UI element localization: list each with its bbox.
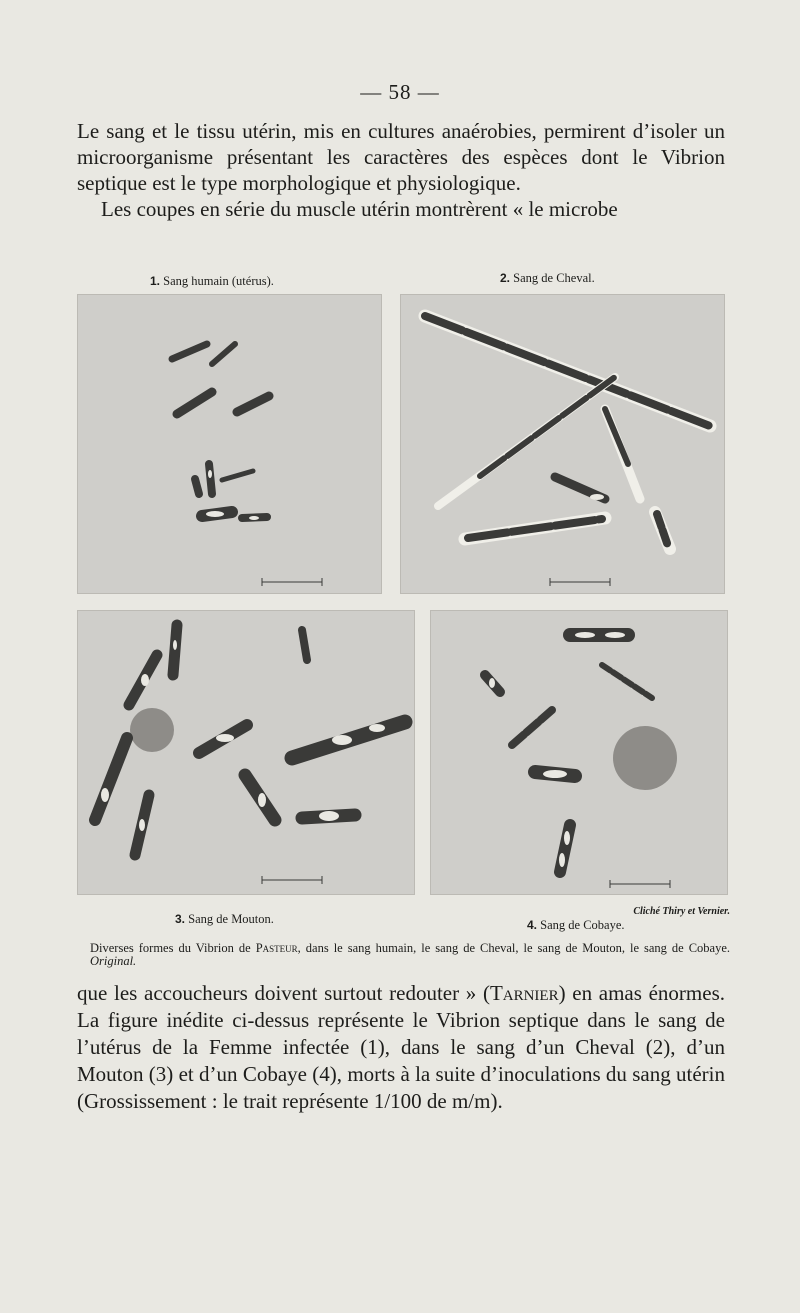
plate-4-label: 4. Sang de Cobaye. (527, 918, 625, 932)
micrograph-panel-2 (400, 294, 725, 594)
page-number: — 58 — (360, 80, 440, 104)
paragraph-2: Les coupes en série du muscle utérin montrèrent « le microbe (101, 197, 618, 221)
photo-credit: Cliché Thiry et Vernier. (633, 906, 730, 917)
micrograph-panel-4 (430, 610, 728, 895)
plate-3-label: 3. Sang de Mouton. (175, 912, 274, 926)
main-paragraph: que les accoucheurs doivent surtout redouter » (Tarnier) en amas énormes. La figure inédite ci-dessus représente le Vibrion septique dans le sang de l’utérus de la Femme infectée (1), dans le sang d’un Cheval (2), d’un Mouton (3) et d’un Cobaye (4), morts à la suite d’inoculations du sang utérin (Grossissement : le trait représente 1/100 de m/m). (77, 981, 725, 1113)
micrograph-panel-3 (77, 610, 415, 895)
paragraph-1: Le sang et le tissu utérin, mis en cultures anaérobies, permirent d’isoler un microorganisme présentant les caractères des espèces dont le Vibrion septique est le type morphologique et physiologique. (77, 119, 725, 195)
caption-author-name: Pasteur (255, 941, 298, 955)
intro-paragraph (77, 118, 725, 222)
figure-caption: Diverses formes du Vibrion de Pasteur, dans le sang humain, le sang de Cheval, le sang de Mouton, le sang de Cobaye. Original. (90, 941, 731, 968)
micrograph-panel-1 (77, 294, 382, 594)
plate-1-label: 1. Sang humain (utérus). (150, 274, 274, 288)
plate-2-label: 2. Sang de Cheval. (500, 271, 595, 285)
author-name: Tarnier (489, 981, 559, 1005)
